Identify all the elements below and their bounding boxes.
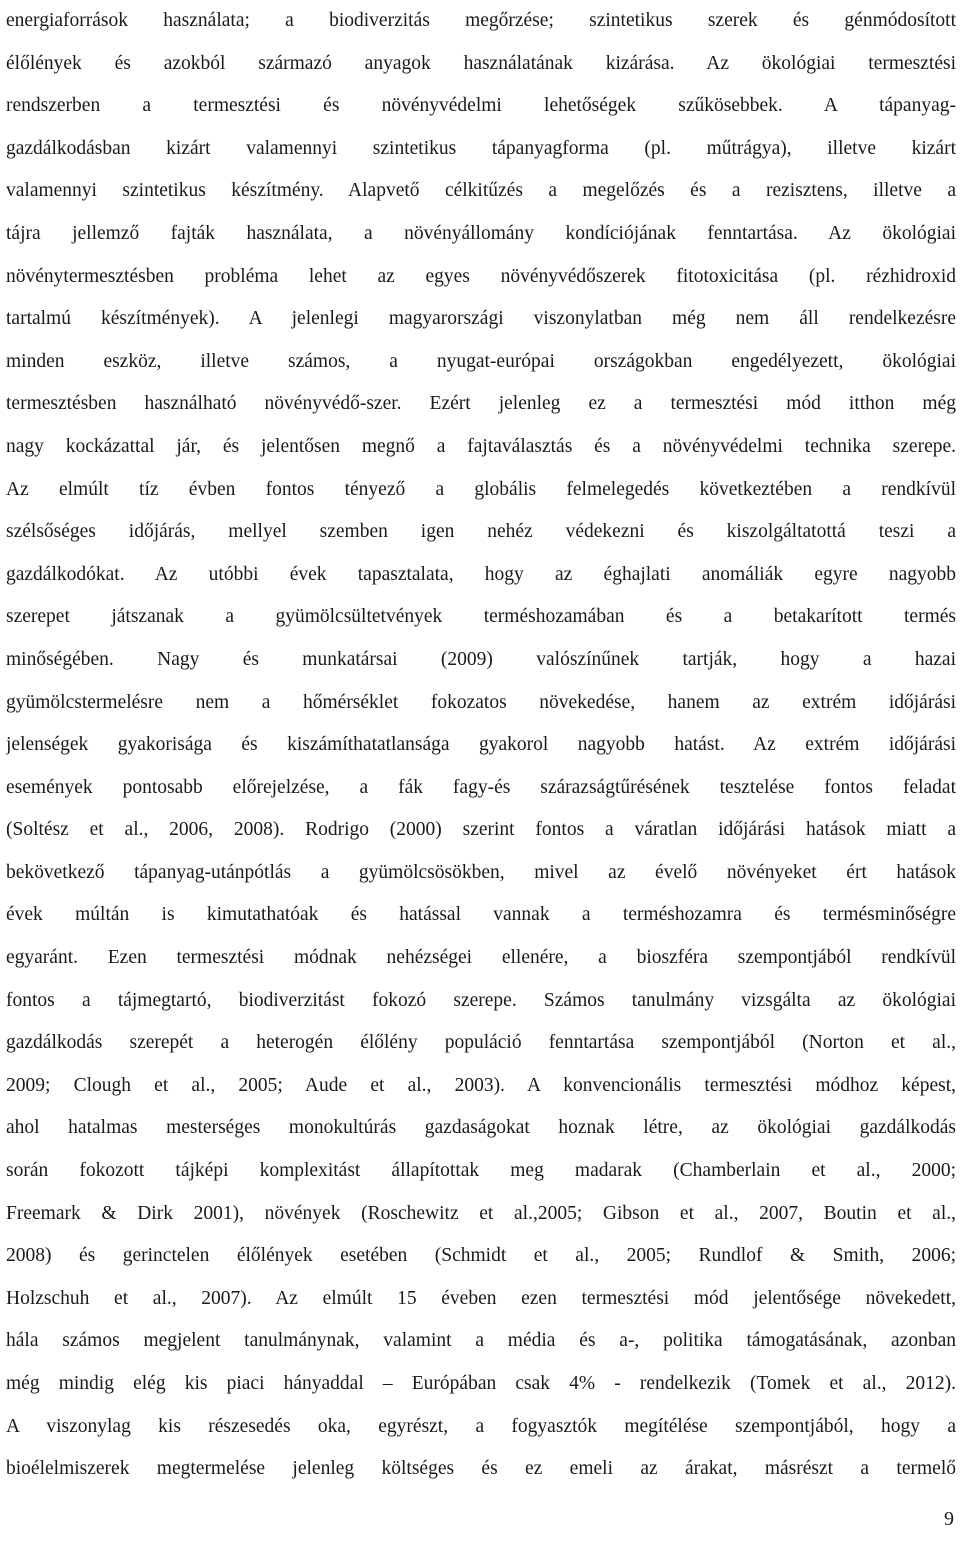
text-line: évek múltán is kimutathatóak és hatással vannak a terméshozamra és termésminőségre bbox=[6, 904, 956, 926]
text-line: tartalmú készítmények). A jelenlegi magyarországi viszonylatban még nem áll rendelkezésre bbox=[6, 308, 956, 330]
text-line: ahol hatalmas mesterséges monokultúrás gazdaságokat hoznak létre, az ökológiai gazdálkodás bbox=[6, 1117, 956, 1139]
text-line: hála számos megjelent tanulmánynak, valamint a média és a-, politika támogatásának, azonban bbox=[6, 1330, 956, 1352]
text-line: rendszerben a termesztési és növényvédelmi lehetőségek szűkösebbek. A tápanyag- bbox=[6, 95, 956, 117]
text-line: szélsőséges időjárás, mellyel szemben igen nehéz védekezni és kiszolgáltatottá teszi a bbox=[6, 521, 956, 543]
text-line: növénytermesztésben probléma lehet az egyes növényvédőszerek fitotoxicitása (pl. rézhidroxid bbox=[6, 265, 956, 287]
text-line: Freemark & Dirk 2001), növények (Roschewitz et al.,2005; Gibson et al., 2007, Boutin et al., bbox=[6, 1202, 956, 1224]
text-line: (Soltész et al., 2006, 2008). Rodrigo (2000) szerint fontos a váratlan időjárási hatások miatt a bbox=[6, 819, 956, 841]
text-line: élőlények és azokból származó anyagok használatának kizárása. Az ökológiai termesztési bbox=[6, 52, 956, 74]
text-line: 2008) és gerinctelen élőlények esetében (Schmidt et al., 2005; Rundlof & Smith, 2006; bbox=[6, 1245, 956, 1267]
text-line: termesztésben használható növényvédő-szer. Ezért jelenleg ez a termesztési mód itthon még bbox=[6, 393, 956, 415]
text-line: 2009; Clough et al., 2005; Aude et al., 2003). A konvencionális termesztési módhoz képest, bbox=[6, 1074, 956, 1096]
text-line: A viszonylag kis részesedés oka, egyrészt, a fogyasztók megítélése szempontjából, hogy a bbox=[6, 1415, 956, 1437]
text-line: még mindig elég kis piaci hányaddal – Európában csak 4% - rendelkezik (Tomek et al., 2012). bbox=[6, 1373, 956, 1394]
text-line: események pontosabb előrejelzése, a fák fagy-és szárazságtűrésének tesztelése fontos feladat bbox=[6, 776, 956, 798]
text-line: nagy kockázattal jár, és jelentősen megnő a fajtaválasztás és a növényvédelmi technika szerepe. bbox=[6, 435, 956, 457]
text-line: szerepet játszanak a gyümölcsültetvények terméshozamában és a betakarított termés bbox=[6, 606, 956, 628]
page-number: 9 bbox=[944, 1508, 954, 1530]
text-line: gazdálkodásban kizárt valamennyi szintetikus tápanyagforma (pl. műtrágya), illetve kizárt bbox=[6, 137, 956, 159]
text-line: gazdálkodás szerepét a heterogén élőlény populáció fenntartása szempontjából (Norton et al., bbox=[6, 1032, 956, 1054]
text-line: minőségében. Nagy és munkatársai (2009) valószínűnek tartják, hogy a hazai bbox=[6, 648, 956, 670]
text-line: fontos a tájmegtartó, biodiverzitást fokozó szerepe. Számos tanulmány vizsgálta az ökológiai bbox=[6, 989, 956, 1011]
body-paragraph bbox=[6, 0, 956, 1491]
text-line: Holzschuh et al., 2007). Az elmúlt 15 éveben ezen termesztési mód jelentősége növekedett, bbox=[6, 1287, 956, 1309]
text-line: gazdálkodókat. Az utóbbi évek tapasztalata, hogy az éghajlati anomáliák egyre nagyobb bbox=[6, 563, 956, 585]
text-line: bioélelmiszerek megtermelése jelenleg költséges és ez emeli az árakat, másrészt a termelő bbox=[6, 1458, 956, 1480]
text-line: bekövetkező tápanyag-utánpótlás a gyümölcsösökben, mivel az évelő növényeket ért hatások bbox=[6, 861, 956, 883]
text-line: tájra jellemző fajták használata, a növényállomány kondíciójának fenntartása. Az ökológiai bbox=[6, 222, 956, 244]
text-line: egyaránt. Ezen termesztési módnak nehézségei ellenére, a bioszféra szempontjából rendkívül bbox=[6, 947, 956, 969]
text-line: Az elmúlt tíz évben fontos tényező a globális felmelegedés következtében a rendkívül bbox=[6, 478, 956, 500]
text-line: jelenségek gyakorisága és kiszámíthatatlansága gyakorol nagyobb hatást. Az extrém időjárási bbox=[6, 734, 956, 756]
text-line: során fokozott tájképi komplexitást állapítottak meg madarak (Chamberlain et al., 2000; bbox=[6, 1160, 956, 1182]
text-line: gyümölcstermelésre nem a hőmérséklet fokozatos növekedése, hanem az extrém időjárási bbox=[6, 691, 956, 713]
text-line: valamennyi szintetikus készítmény. Alapvető célkitűzés a megelőzés és a rezisztens, illetve a bbox=[6, 180, 956, 202]
text-line: energiaforrások használata; a biodiverzitás megőrzése; szintetikus szerek és génmódosított bbox=[6, 10, 956, 31]
text-line: minden eszköz, illetve számos, a nyugat-európai országokban engedélyezett, ökológiai bbox=[6, 350, 956, 372]
